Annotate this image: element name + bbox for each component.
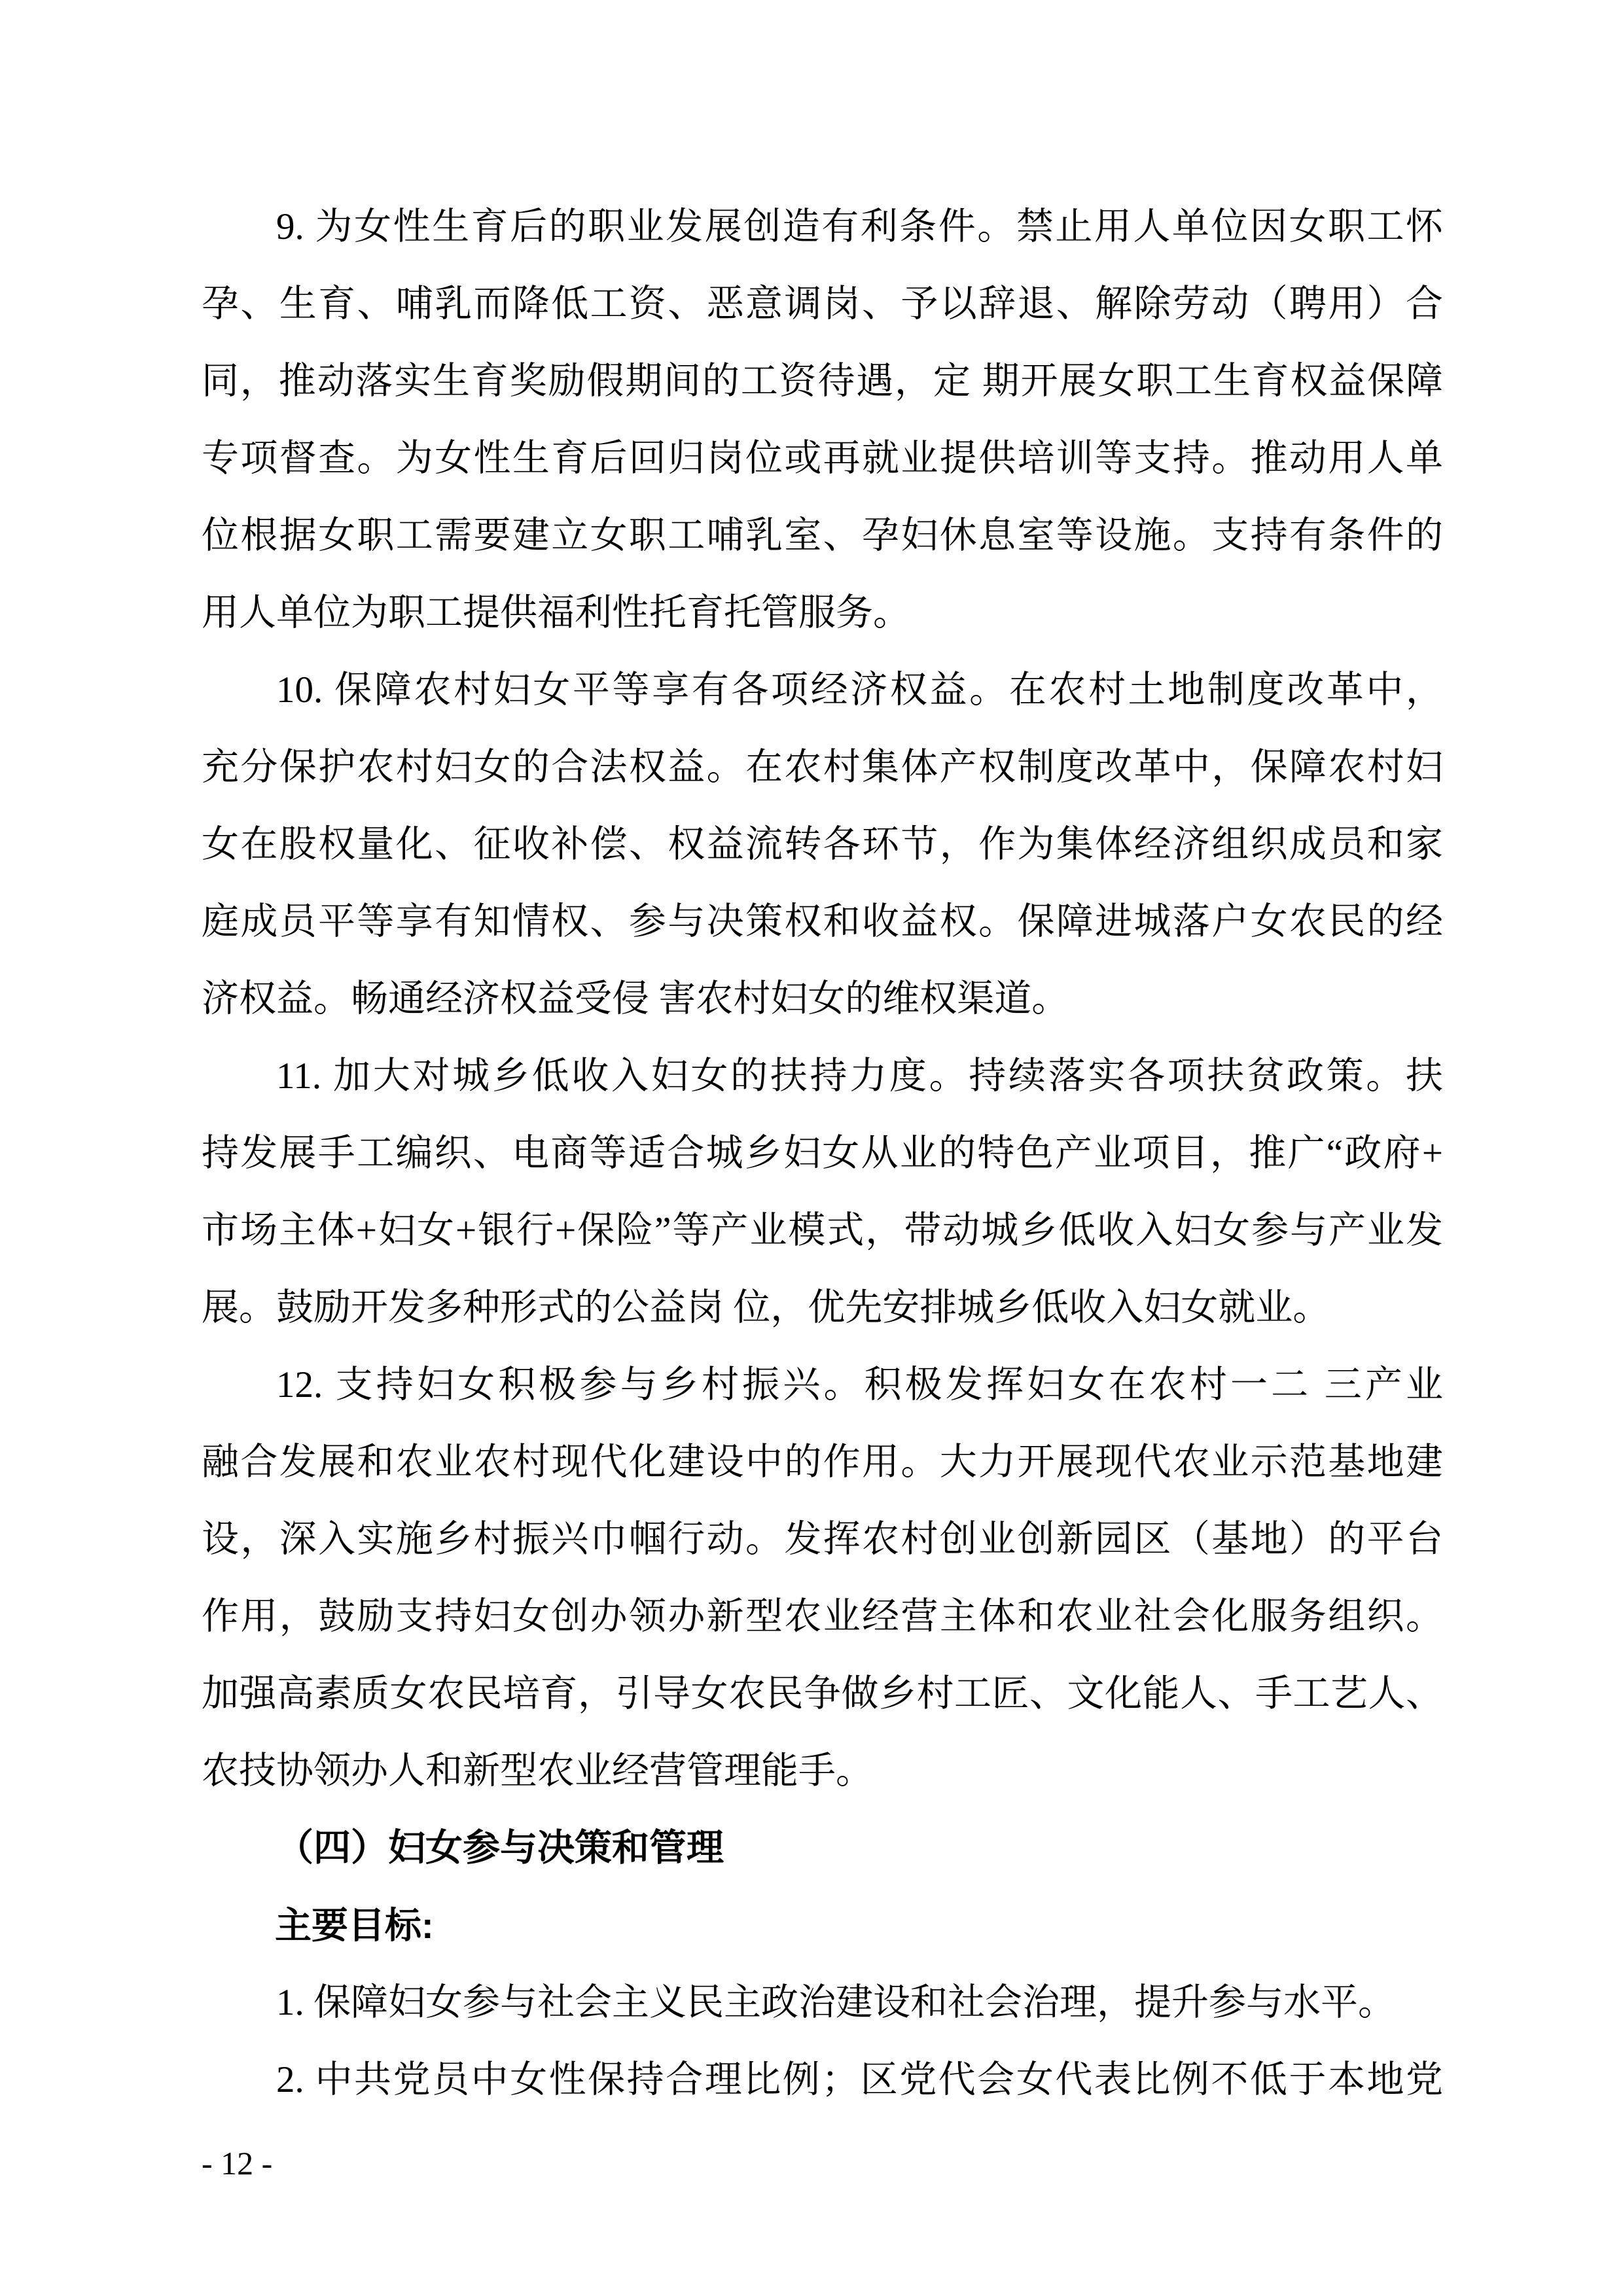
text-line: 2. 中共党员中女性保持合理比例；区党代会女代表比例不低于本地党 bbox=[276, 2059, 1443, 2100]
paragraph-10 bbox=[202, 652, 1443, 1038]
text-line: 用人单位为职工提供福利性托育托管服务。 bbox=[202, 592, 910, 633]
text-line: 充分保护农村妇女的合法权益。在农村集体产权制度改革中，保障农村妇 bbox=[202, 747, 1443, 788]
paragraph-11 bbox=[202, 1038, 1443, 1347]
text-line: 同，推动落实生育奖励假期间的工资待遇，定 期开展女职工生育权益保障 bbox=[202, 361, 1443, 402]
section-heading-4 bbox=[202, 1810, 1443, 1887]
text-line: 加强高素质女农民培育，引导女农民争做乡村工匠、文化能人、手工艺人、 bbox=[202, 1673, 1443, 1714]
text-line: 10. 保障农村妇女平等享有各项经济权益。在农村土地制度改革中， bbox=[276, 669, 1443, 711]
text-line: 1. 保障妇女参与社会主义民主政治建设和社会治理，提升参与水平。 bbox=[276, 1982, 1395, 2023]
text-line: 持发展手工编织、电商等适合城乡妇女从业的特色产业项目，推广“政府+ bbox=[202, 1133, 1443, 1174]
text-line: 融合发展和农业农村现代化建设中的作用。大力开展现代农业示范基地建 bbox=[202, 1441, 1443, 1483]
text-line: 庭成员平等享有知情权、参与决策权和收益权。保障进城落户女农民的经 bbox=[202, 901, 1443, 942]
paragraph-12 bbox=[202, 1347, 1443, 1810]
paragraph-9 bbox=[202, 188, 1443, 652]
text-line: 位根据女职工需要建立女职工哺乳室、孕妇休息室等设施。支持有条件的 bbox=[202, 515, 1443, 556]
text-line: 作用，鼓励支持妇女创办领办新型农业经营主体和农业社会化服务组织。 bbox=[202, 1596, 1443, 1637]
text-line: 济权益。畅通经济权益受侵 害农村妇女的维权渠道。 bbox=[202, 978, 1069, 1019]
text-line: 市场主体+妇女+银行+保险”等产业模式，带动城乡低收入妇女参与产业发 bbox=[202, 1210, 1443, 1251]
text-line: 展。鼓励开发多种形式的公益岗 位，优先安排城乡低收入妇女就业。 bbox=[202, 1287, 1330, 1328]
text-line: 设，深入实施乡村振兴巾帼行动。发挥农村创业创新园区（基地）的平台 bbox=[202, 1519, 1443, 1560]
text-line: 9. 为女性生育后的职业发展创造有利条件。禁止用人单位因女职工怀 bbox=[276, 206, 1443, 247]
main-goals-label bbox=[202, 1887, 1443, 1964]
text-line: 12. 支持妇女积极参与乡村振兴。积极发挥妇女在农村一二 三产业 bbox=[276, 1364, 1443, 1405]
text-line: 专项督查。为女性生育后回归岗位或再就业提供培训等支持。推动用人单 bbox=[202, 438, 1443, 479]
text-line: 11. 加大对城乡低收入妇女的扶持力度。持续落实各项扶贫政策。扶 bbox=[276, 1055, 1443, 1097]
goal-item-2 bbox=[202, 2041, 1443, 2119]
text-line: 女在股权量化、征收补偿、权益流转各环节，作为集体经济组织成员和家 bbox=[202, 824, 1443, 865]
text-line: （四）妇女参与决策和管理 bbox=[276, 1828, 724, 1869]
text-line: 农技协领办人和新型农业经营管理能手。 bbox=[202, 1750, 873, 1792]
page-number: - 12 - bbox=[202, 2145, 273, 2181]
goal-item-1 bbox=[202, 1964, 1443, 2041]
document-body bbox=[202, 188, 1443, 2119]
text-line: 孕、生育、哺乳而降低工资、恶意调岗、予以辞退、解除劳动（聘用）合 bbox=[202, 283, 1443, 325]
text-line: 主要目标: bbox=[275, 1905, 434, 1946]
